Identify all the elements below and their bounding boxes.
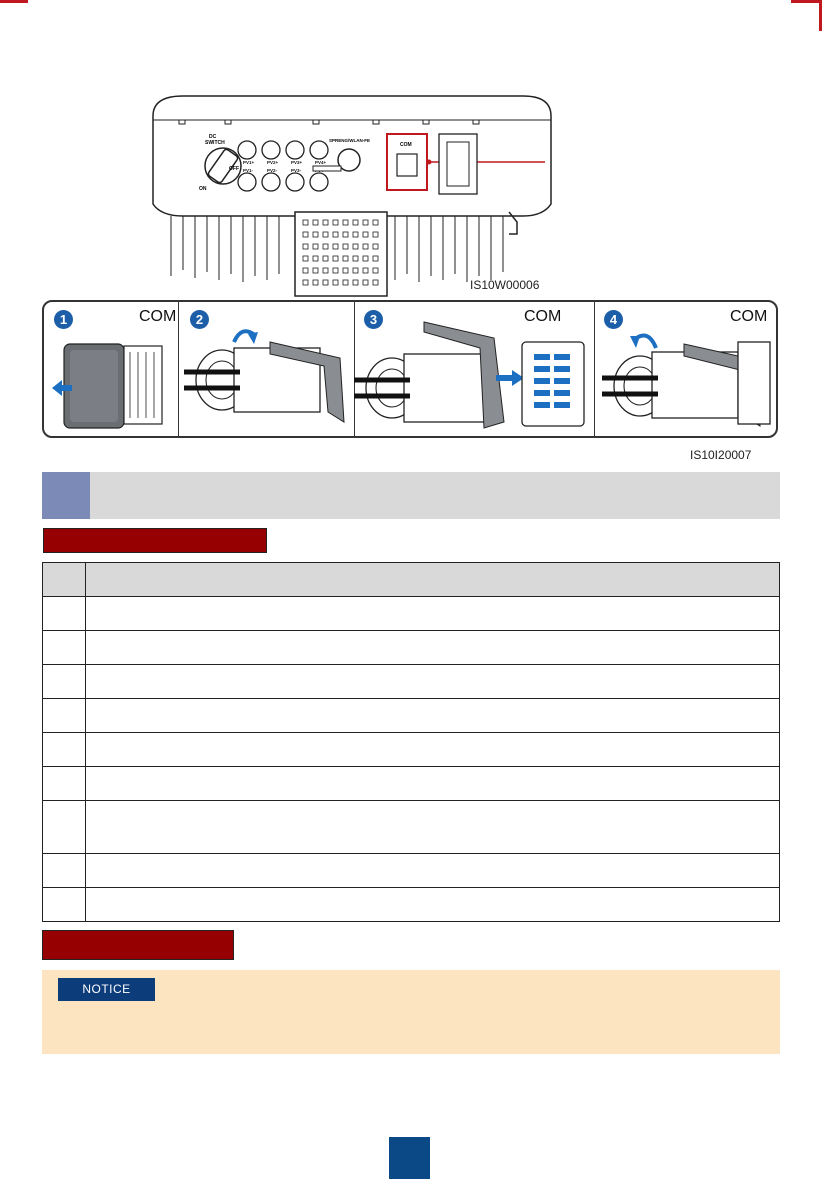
- svg-text:ON: ON: [199, 186, 207, 192]
- table-header-row: [43, 563, 780, 597]
- svg-text:DC: DC: [209, 134, 217, 140]
- svg-text:OFF: OFF: [229, 166, 239, 172]
- svg-text:PV1+: PV1+: [243, 160, 255, 165]
- table-row: [43, 767, 780, 801]
- pin-definition-table: [42, 562, 780, 922]
- svg-text:PV3-: PV3-: [291, 168, 302, 173]
- table-cell: [43, 854, 86, 888]
- table-row: [43, 597, 780, 631]
- svg-text:PV3+: PV3+: [291, 160, 303, 165]
- inverter-bottom-figure: [143, 84, 563, 298]
- table-cell: [86, 767, 780, 801]
- table-cell: [43, 597, 86, 631]
- table-cell: [43, 733, 86, 767]
- table-cell: [86, 733, 780, 767]
- steps-illustration: [44, 302, 778, 438]
- table-row: [43, 888, 780, 922]
- table-row: [43, 699, 780, 733]
- table-header-cell: [86, 563, 780, 597]
- svg-text:PV4+: PV4+: [315, 160, 327, 165]
- subsection-heading-bar: [43, 528, 267, 553]
- table-cell: [43, 665, 86, 699]
- table-cell: [43, 767, 86, 801]
- table-row: [43, 665, 780, 699]
- figure-code-top: IS10W00006: [470, 278, 540, 292]
- table-cell: [86, 631, 780, 665]
- table-row: [43, 801, 780, 854]
- subsection-heading-bar: [42, 930, 234, 960]
- table-row: [43, 854, 780, 888]
- corner-mark-left: [0, 0, 28, 31]
- table-cell: [86, 801, 780, 854]
- table-header-cell: [43, 563, 86, 597]
- corner-mark-right: [791, 0, 822, 31]
- svg-text:COM: COM: [400, 142, 412, 148]
- svg-text:PV1-: PV1-: [243, 168, 254, 173]
- step-label-4: COM: [730, 308, 768, 325]
- table-cell: [43, 699, 86, 733]
- svg-text:PV2+: PV2+: [267, 160, 279, 165]
- table-cell: [86, 665, 780, 699]
- step-number-1: 1: [54, 310, 73, 329]
- svg-text:SWITCH: SWITCH: [205, 140, 225, 146]
- table-cell: [43, 801, 86, 854]
- page-number-tab: [389, 1137, 430, 1179]
- step-number-3: 3: [364, 310, 383, 329]
- svg-text:PV2-: PV2-: [267, 168, 278, 173]
- step-number-4: 4: [604, 310, 623, 329]
- table-cell: [86, 888, 780, 922]
- step-label-3: COM: [524, 308, 562, 325]
- notice-tag: NOTICE: [58, 978, 155, 1001]
- table-cell: [43, 631, 86, 665]
- table-cell: [86, 699, 780, 733]
- figure-code-steps: IS10I20007: [690, 448, 752, 462]
- table-row: [43, 733, 780, 767]
- step-number-2: 2: [190, 310, 209, 329]
- connector-steps-figure: [42, 300, 778, 438]
- table-row: [43, 631, 780, 665]
- section-header-bar: [42, 472, 780, 519]
- table-cell: [86, 597, 780, 631]
- svg-text:SPRENG/WLAN-FE: SPRENG/WLAN-FE: [329, 138, 370, 143]
- table-cell: [86, 854, 780, 888]
- table-cell: [43, 888, 86, 922]
- section-number-block: [42, 472, 90, 519]
- step-label-1: COM: [139, 308, 177, 325]
